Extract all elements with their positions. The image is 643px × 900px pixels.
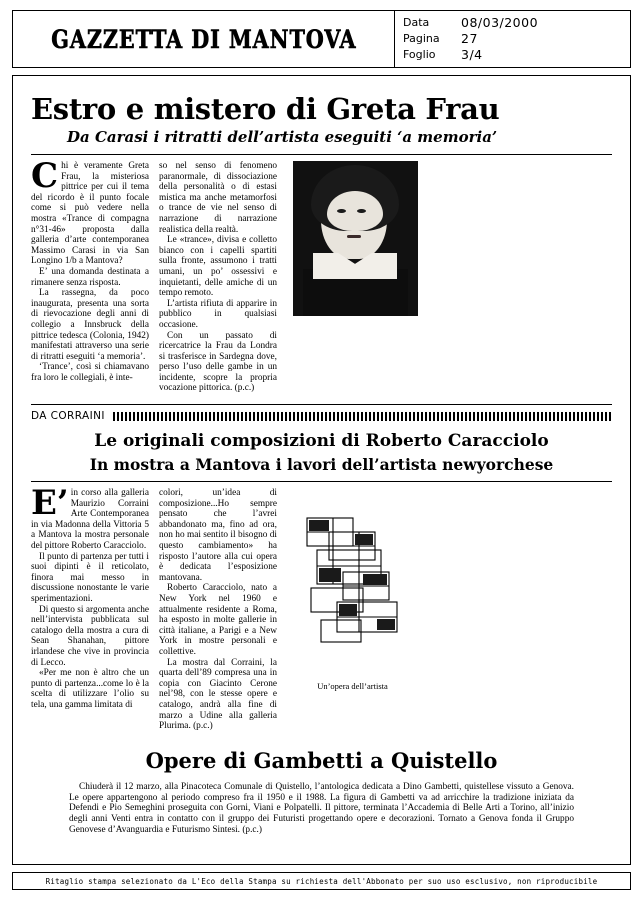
article1-para-8: Con un passato di ricercatrice la Frau da Londra si trasferisce in Sardegna dove, perso l’uso delle gambe in un incidente, scopre la propria vocazione pittorica. (p.c.): [159, 330, 277, 394]
article-frame: [12, 75, 631, 865]
section-tag-row: [31, 404, 612, 422]
meta-row-pagina: [403, 31, 624, 47]
article1-para-7: L’artista rifiuta di apparire in pubblico in qualsiasi occasione.: [159, 298, 277, 330]
meta-value-data: 08/03/2000: [461, 15, 539, 30]
portrait-eye-left: [337, 209, 346, 213]
article2-headline-line2: In mostra a Mantova i lavori dell’artista newyorchese: [89, 455, 554, 475]
article-caracciolo: [31, 404, 612, 732]
section-tag-label: DA CORRAINI: [31, 410, 105, 423]
meta-label-data: Data: [403, 16, 430, 29]
artwork-caption: Un’opera dell’artista: [317, 681, 388, 692]
portrait-mouth: [347, 235, 361, 238]
article2-headline-line1: Le originali composizioni di Roberto Caracciolo: [94, 431, 549, 452]
masthead: [12, 10, 631, 68]
article1-para-6: Le «trance», divisa e colletto bianco con i capelli spartiti sulla fronte, assumono i tratti umani, un po’ ossessivi e inquietanti, delle amiche di un tempo remoto.: [159, 235, 277, 299]
article1-para-1-text: hi è veramente Greta Frau, la misteriosa pittrice per cui il tema del ricordo è il punto focale come si può vedere nella mostra «Trance di compagna n°31-46» proposta dalla galleria d’arte contemporanea Massimo Carasi in via San Longino 1/b a Mantova?: [31, 161, 149, 267]
dropcap-e: E’: [31, 483, 69, 524]
article-gambetti: [31, 748, 612, 836]
page-title: Estro e mistero di Greta Frau: [31, 92, 500, 126]
article-greta-frau: [31, 92, 612, 394]
article2-para-6: Roberto Caracciolo, nato a New York nel 1960 e attualmente residente a Roma, ha esposto in molte gallerie in città italiane, a Parigi e a New York in mostre personali e collettive.: [159, 583, 277, 657]
meta-row-foglio: [403, 47, 624, 63]
article1-para-1: [31, 156, 149, 267]
article1-para-4: ‘Trance’, così si chiamavano fra loro le collegiali, è inte-: [31, 362, 149, 383]
article2-column-1: [31, 483, 149, 732]
article1-para-3: La rassegna, da poco inaugurata, presenta una sorta di rievocazione degli anni di collegio a Innsbruck della pittrice tedesca (Colonia, 1942) manifestati attraverso una serie di ritratti eseguiti ‘a memoria’.: [31, 288, 149, 362]
masthead-meta: [395, 11, 630, 67]
meta-label-foglio: Foglio: [403, 48, 436, 61]
newspaper-title: GAZZETTA DI MANTOVA: [50, 24, 357, 54]
footer-notice: [12, 872, 631, 890]
article2-columns: [31, 483, 612, 732]
dropcap-c: C: [31, 156, 59, 196]
artwork-svg: [293, 488, 418, 678]
artwork-figure: [287, 488, 418, 732]
portrait-eye-right: [357, 209, 366, 213]
article1-columns: [31, 156, 612, 394]
article3-headline: Opere di Gambetti a Quistello: [145, 747, 498, 773]
article2-para-1-text: in corso alla galleria Maurizio Corraini Arte Contemporanea in via Madonna della Vittoria 5 a Mantova la mostra personale del pittore Roberto Caracciolo.: [31, 488, 149, 552]
article2-para-3: Di questo si argomenta anche nell’intervista pubblicata sul catalogo della mostra a cura di Sean Shanahan, pittore irlandese che vive in provincia di Lecco.: [31, 604, 149, 668]
meta-row-data: [403, 15, 624, 31]
divider-rule-2: [31, 481, 612, 482]
meta-value-foglio: 3/4: [461, 47, 483, 62]
article1-subhead: Da Carasi i ritratti dell’artista eseguiti ‘a memoria’: [67, 128, 498, 146]
article1-para-5: so nel senso di fenomeno paranormale, di dissociazione della personalità o di estasi mistica ma anche metamorfosi o trance de vie nel senso di narrazione di narrazione realistica della realtà.: [159, 161, 277, 235]
footer-notice-text: Ritaglio stampa selezionato da L'Eco della Stampa su richiesta dell'Abbonato per suo uso esclusivo, non riproducibile: [45, 876, 598, 886]
article2-para-4: «Per me non è altro che un punto di partenza...come lo è la scelta di utilizzare l’olio su tela, una gamma limitata di: [31, 668, 149, 710]
portrait-hair-shape: [311, 165, 399, 231]
article1-para-2: E’ una domanda destinata a rimanere senza risposta.: [31, 266, 149, 288]
article2-para-5: colori, un’idea di composizione...Ho sempre pensato che l’avrei abbandonato ma, fino ad ora, non ho mai sentito il bisogno di questo cambiamento» ha risposto l’autore alla cui opera è dedicata l’esposizione mantovana.: [159, 488, 277, 583]
portrait-photo: [293, 161, 418, 316]
article2-para-1: [31, 483, 149, 552]
article1-column-2: [159, 161, 277, 394]
hatch-decoration: [113, 412, 612, 421]
article3-para-1: Chiuderà il 12 marzo, alla Pinacoteca Comunale di Quistello, l’antologica dedicata a Dino Gambetti, quistellese vissuto a Genova. Le opere appartengono al periodo compreso fra il 1950 e il 1988. La figura di Gambetti va ad arricchire la tradizione iniziata da Defendi e Pio Semeghini proseguita con Gorni, Viani e Polpatelli. Il pittore, terminata l’Accademia di Belle Arti a Torino, all’inizio degli anni Venti entra in contatto con il gruppo dei Futuristi progettando opere e decorazioni. Tornato a Genova fonda il Gruppo Genovese d’Avanguardia e Futurismo Sintesi. (p.c.): [69, 781, 574, 835]
article2-para-2: Il punto di partenza per tutti i suoi dipinti è il reticolato, finora mai messo in discussione nonostante le varie sperimentazioni.: [31, 551, 149, 604]
masthead-title-area: [13, 11, 395, 67]
article3-body: [69, 782, 574, 836]
article2-column-2: [159, 488, 277, 732]
meta-label-pagina: Pagina: [403, 32, 440, 45]
meta-value-pagina: 27: [461, 31, 478, 46]
article1-column-1: [31, 156, 149, 394]
artwork-image: [293, 488, 418, 678]
article2-para-7: La mostra dal Corraini, la quarta dell’89 compresa una in copia con Giacinto Cerone nel’98, con le stesse opere e catalogo, andrà alla fine di marzo a Udine alla galleria Plurima. (p.c.): [159, 657, 277, 732]
divider-rule: [31, 154, 612, 155]
